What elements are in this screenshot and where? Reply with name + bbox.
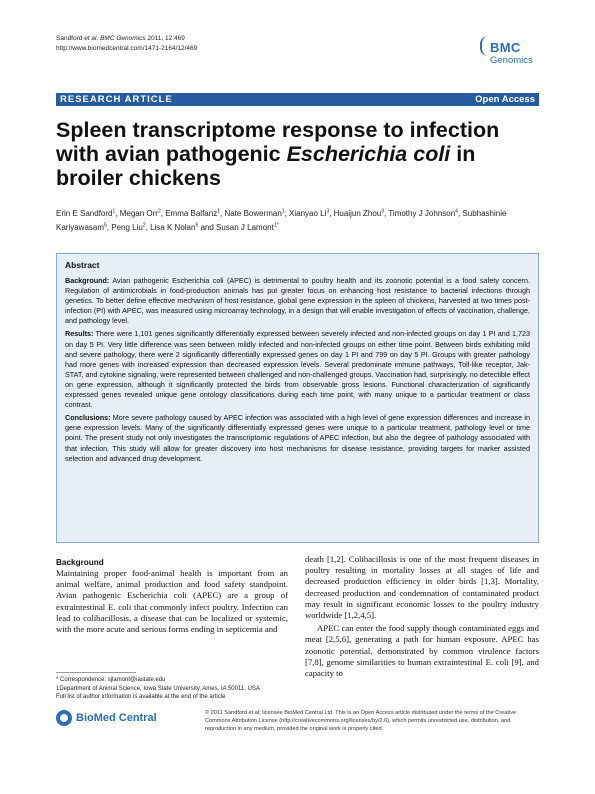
footnote-divider [56, 672, 136, 673]
citation-authors: Sandford [56, 35, 85, 42]
logo-journal-text: Genomics [490, 55, 533, 66]
author: Megan Orr$^2$, [119, 208, 166, 218]
background-heading: Background [56, 558, 104, 567]
citation-line [56, 34, 197, 44]
article-type-banner [56, 93, 539, 106]
body-column-left: Maintaining proper food-animal health is important from an animal welfare, animal production and food safety standpoint. Avian pathogenic Escherichia coli (APEC) are a group of extraintestinal E. coli that commonly infect poultry. Infection can lead to colibacillosis, a disease that can be localized or systemic, with the more acute and serious forms ending in septicemia and [56, 568, 288, 635]
title-part-1: Spleen transcriptome response to infection with avian pathogenic [56, 118, 500, 166]
correspondence-note: * Correspondence: sjlamont@iastate.edu [56, 677, 166, 683]
bmc-genomics-logo [480, 40, 550, 74]
logo-arc-icon [480, 36, 488, 56]
article-url[interactable]: http://www.biomedcentral.com/1471-2164/12/469 [56, 45, 198, 52]
open-access-label: Open Access [475, 94, 535, 105]
author: Susan J Lamont$^{1*}$ [216, 222, 279, 233]
author: Subhashinie Kariyawasam$^5$, [56, 208, 507, 233]
author: Huaijun Zhou$^3$, [333, 208, 389, 218]
body-paragraph: APEC can enter the food supply though contaminated eggs and meat [2,5,6], generating a path for human exposure. APEC has zoonotic potential, demonstrated by common virulence factors [7,8], genome similarities to human extraintestinal E. coli [9], and capacity to [305, 623, 539, 679]
author: Peng Liu$^2$, [111, 222, 151, 233]
affiliation-note: 1Department of Animal Science, Iowa State University, Ames, IA 50011, USA [56, 685, 260, 692]
article-type-label: RESEARCH ARTICLE [60, 94, 173, 105]
abstract-conclusions: Conclusions: More severe pathology caused by APEC infection was associated with a high level of gene expression differences and increase in gene expression levels. Many of the significantly differentially expressed genes were unique to a particular treatment, pathology level or time point. The present study not only investigates the transcriptomic regulations of APEC infection, but also the degree of pathology associated with that infection. This study will allow for greater discovery into host mechanisms for disease resistance, providing targets for marker assisted selection and advanced drug development. [65, 413, 530, 463]
abstract-heading: Abstract [65, 260, 100, 270]
title-italic: Escherichia coli [286, 142, 451, 166]
copyright-notice: © 2011 Sandford et al; licensee BioMed Central Ltd. This is an Open Access article distributed under the terms of the Creative Commons Attribution License (http://creativecommons.org/licenses/by/2.0), which permits unrestricted use, distribution, and reproduction in any medium, provided the original work is properly cited. [205, 710, 517, 733]
author: Emma Balfanz$^1$, [165, 208, 225, 218]
author: Nate Bowerman$^1$, [224, 208, 290, 218]
author: Erin E Sandford$^1$, [56, 208, 120, 218]
footnotes [56, 676, 296, 702]
author: Timothy J Johnson$^4$, [388, 208, 463, 218]
article-title [56, 118, 541, 190]
author-info-note: Full list of author information is available at the end of the article [56, 694, 226, 700]
citation-volume: 2011, 12:469 [145, 35, 185, 42]
abstract-results: Results: There were 1,101 genes significantly differentially expressed between severely infected and non-infected groups on day 1 PI and 1,723 on day 5 PI. Very little difference was seen between mildly infected and non-infected groups on either time point. Between birds exhibiting mild and severe pathology, there were 2 significantly differentially expressed genes on day 1 PI and 799 on day 5 PI. Groups with greater pathology had more genes with increased expression than decreased expression levels. Several predominate immune pathways, Toll-like receptor, Jak-STAT, and cytokine signaling, were represented between challenged and non-challenged groups. Vaccination had, surprisingly, no detectible effect on gene expression, although it significantly protected the birds from observable gross lesions. Functional characterization of significantly expressed genes revealed unique gene ontology classifications during each time point, with many unique to a particular treatment or class contrast. [65, 329, 530, 410]
biomed-central-logo [56, 710, 176, 728]
abstract-background: Background: Avian pathogenic Escherichia coli (APEC) is detrimental to poultry health and its zoonotic potential is a food safety concern. Regulation of antimicrobials in food-production animals has put greater focus on enhancing host resistance to bacterial infections through genetics. To better define effective mechanism of host resistance, global gene expression in the spleen of chickens, harvested at two times post-infection (PI) with APEC, was measured using microarray technology, in a design that will enable investigation of effects of vaccination, challenge, and pathology level. [65, 276, 530, 326]
author: Lisa K Nolan$^6$ and [150, 222, 217, 233]
author: Xianyao Li$^3$, [289, 208, 334, 218]
author-list [56, 205, 541, 234]
biomed-central-mark-icon [56, 710, 72, 726]
citation-journal: et al. BMC Genomics [84, 35, 146, 42]
body-column-right [305, 554, 539, 679]
citation-header [56, 34, 197, 54]
body-paragraph: death [1,2]. Colibacillosis is one of the most frequent diseases in poultry resulting in mortality losses at all stages of life and decreased production efficiency in older birds [1,3]. Mortality, decreased production and condemnation of contaminated product may result in significant economic losses to the poultry industry worldwide [1,2,4,5]. [305, 554, 539, 621]
biomed-central-wordmark: BioMed Central [76, 712, 157, 724]
logo-bmc-text: BMC [490, 40, 521, 55]
title-part-2: in broiler chickens [56, 142, 476, 190]
abstract-box [56, 253, 539, 543]
